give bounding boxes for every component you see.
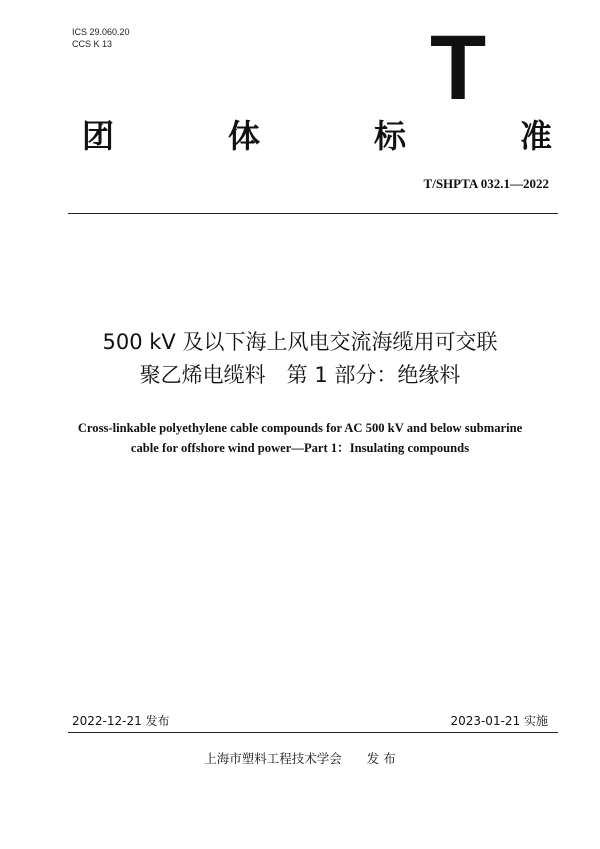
standard-type-char-4: 准 xyxy=(519,117,552,155)
standard-number: T/SHPTA 032.1—2022 xyxy=(423,176,549,191)
chinese-title xyxy=(0,326,600,392)
implementation-date: 2023-01-21 实施 xyxy=(450,714,548,728)
standard-type-char-2: 体 xyxy=(227,117,260,155)
standard-logo-letter: T xyxy=(430,17,487,119)
standard-type-char-1: 团 xyxy=(82,117,115,155)
top-divider xyxy=(68,213,558,214)
bottom-divider xyxy=(68,732,558,733)
ics-code: ICS 29.060.20 xyxy=(72,27,130,37)
standard-type-char-3: 标 xyxy=(373,117,406,155)
chinese-title-line-1: 500 kV 及以下海上风电交流海缆用可交联 xyxy=(102,330,498,354)
issue-date: 2022-12-21 发布 xyxy=(72,714,170,728)
chinese-title-line-2: 聚乙烯电缆料 第 1 部分：绝缘料 xyxy=(139,363,461,387)
english-title-line-1: Cross-linkable polyethylene cable compounds for AC 500 kV and below submarine xyxy=(77,421,523,435)
standard-type-heading xyxy=(82,116,552,156)
english-title-line-2: cable for offshore wind power—Part 1：Insulating compounds xyxy=(130,441,470,455)
english-title xyxy=(0,418,600,458)
ccs-code: CCS K 13 xyxy=(72,39,113,49)
classification-codes xyxy=(72,26,130,50)
publisher: 上海市塑料工程技术学会 发 布 xyxy=(204,751,396,766)
